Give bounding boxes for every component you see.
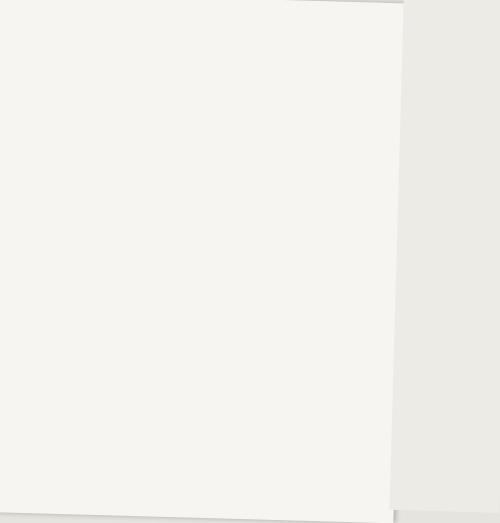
- section-title-acids: [48, 74, 394, 84]
- toc-section-acids: [47, 89, 393, 99]
- toc-section-reproductive: [41, 312, 387, 322]
- toc-top-block: [50, 0, 396, 9]
- toc-back-matter: [38, 407, 384, 417]
- section-title-reproductive: [42, 295, 388, 305]
- facing-page: [389, 0, 500, 513]
- toc-section-diseases: [44, 206, 390, 216]
- section-title-diseases: [45, 189, 391, 199]
